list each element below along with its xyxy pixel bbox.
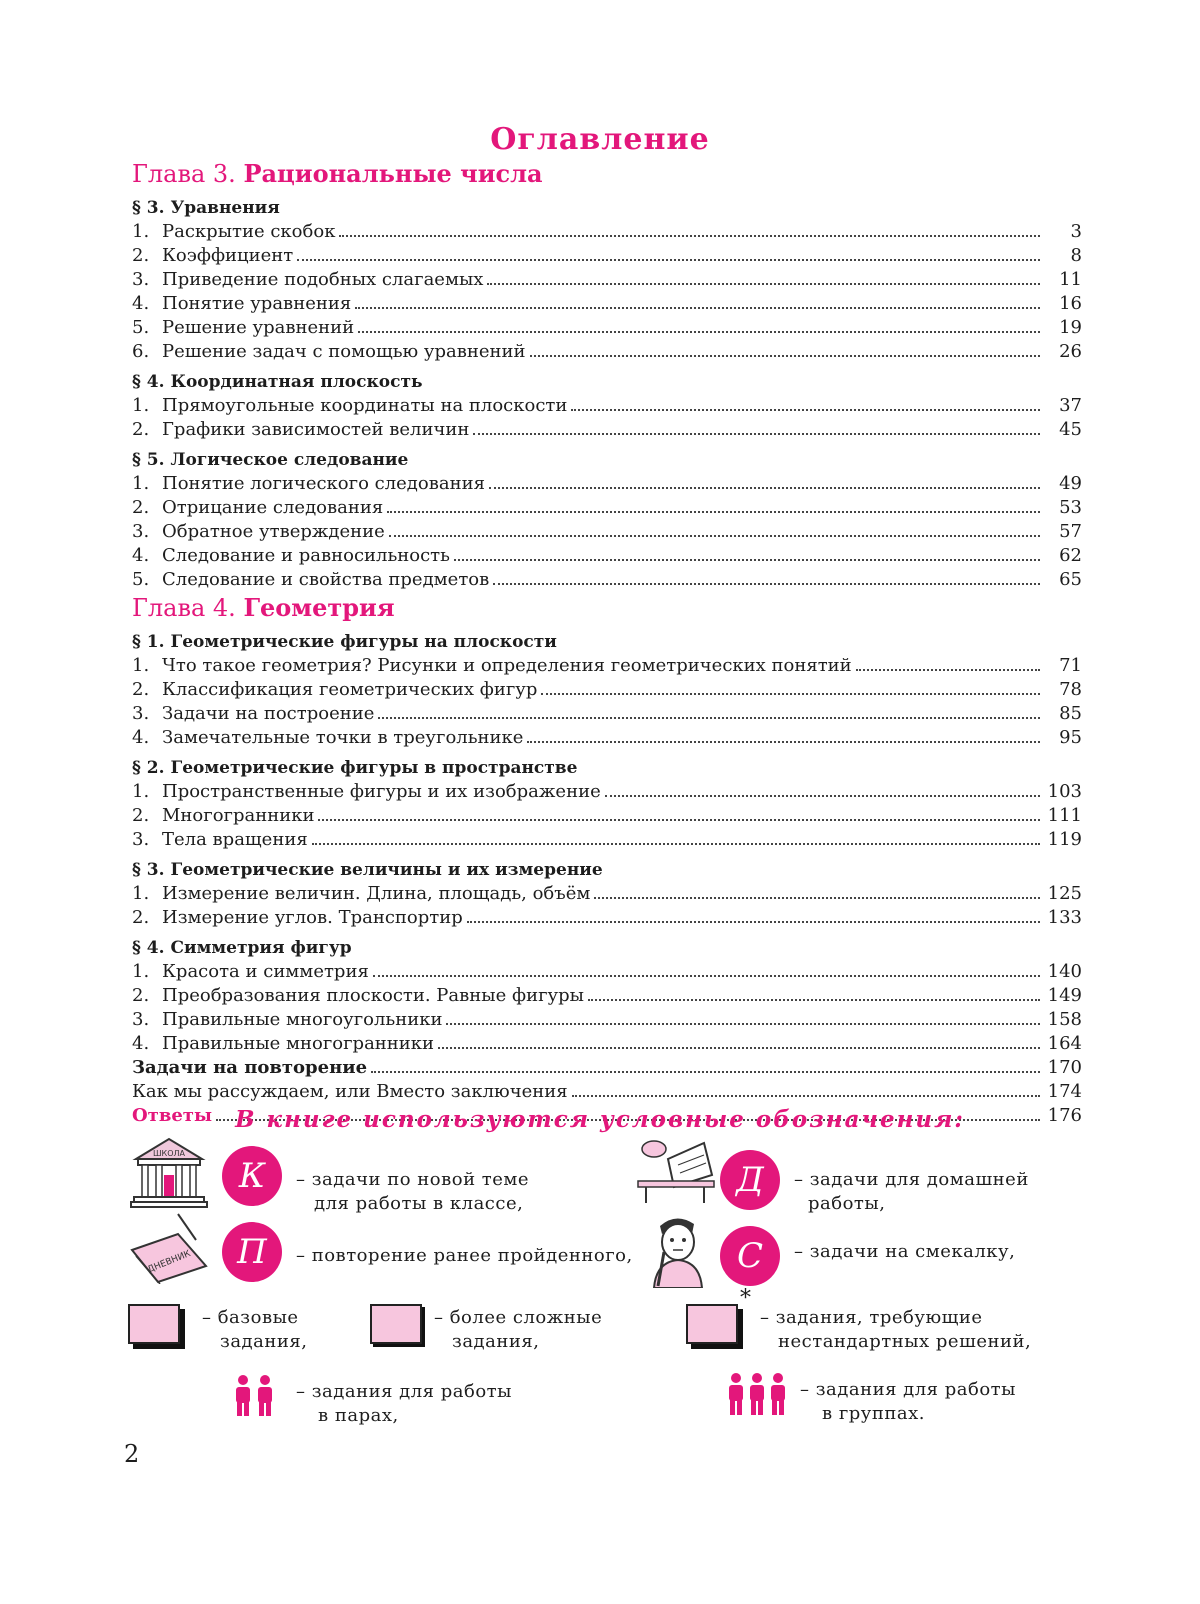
leader-dots — [594, 897, 1040, 899]
entry-title: Задачи на повторение — [132, 1057, 368, 1078]
entry-number: 1. — [132, 221, 150, 242]
chapter-label: Глава 3. — [132, 160, 236, 188]
groups-legend-text — [800, 1378, 1016, 1426]
thinking-boy-icon — [644, 1212, 710, 1288]
entry-title: Понятие уравнения — [162, 293, 352, 314]
leader-dots — [530, 355, 1040, 357]
entry-page: 85 — [1059, 703, 1082, 724]
toc-entry — [132, 418, 1082, 442]
leader-dots — [358, 331, 1040, 333]
entry-number: 2. — [132, 985, 150, 1006]
entry-page: 16 — [1059, 293, 1082, 314]
entry-number: 1. — [132, 473, 150, 494]
pairs-text-line-2: в парах, — [318, 1405, 399, 1426]
toc-entry — [132, 292, 1082, 316]
entry-title: Задачи на построение — [162, 703, 375, 724]
toc-entry — [132, 1008, 1082, 1032]
leader-dots — [339, 235, 1040, 237]
entry-number: 2. — [132, 679, 150, 700]
entry-title: Тела вращения — [162, 829, 308, 850]
s-legend-text: – задачи на смекалку, — [794, 1241, 1016, 1262]
entry-page: 19 — [1059, 317, 1082, 338]
entry-title: Пространственные фигуры и их изображение — [162, 781, 601, 802]
leader-dots — [473, 433, 1040, 435]
table-of-contents — [132, 158, 1082, 1128]
homework-desk-icon — [634, 1135, 718, 1205]
entry-title: Решение уравнений — [162, 317, 355, 338]
entry-page: 71 — [1059, 655, 1082, 676]
entry-page: 149 — [1047, 985, 1082, 1006]
entry-number: 4. — [132, 545, 150, 566]
entry-page: 62 — [1059, 545, 1082, 566]
entry-number: 2. — [132, 497, 150, 518]
page-title: Оглавление — [490, 122, 710, 157]
entry-title: Прямоугольные координаты на плоскости — [162, 395, 568, 416]
k-circle-icon: К — [222, 1146, 282, 1206]
leader-dots — [493, 583, 1040, 585]
entry-number: 6. — [132, 341, 150, 362]
k-legend-text — [296, 1168, 529, 1216]
entry-number: 1. — [132, 961, 150, 982]
toc-entry — [132, 654, 1082, 678]
entry-title: Следование и свойства предметов — [162, 569, 490, 590]
leader-dots — [571, 409, 1040, 411]
entry-page: 3 — [1070, 221, 1082, 242]
school-building-icon — [130, 1135, 208, 1209]
toc-entry — [132, 1032, 1082, 1056]
star-mark: * — [740, 1286, 751, 1311]
toc-entry — [132, 804, 1082, 828]
entry-page: 176 — [1047, 1105, 1082, 1126]
leader-dots — [527, 741, 1040, 743]
leader-dots — [489, 487, 1040, 489]
basic-task-box-icon — [128, 1304, 180, 1344]
groups-text-line-1: – задания для работы — [800, 1379, 1016, 1400]
entry-title: Обратное утверждение — [162, 521, 385, 542]
toc-entry — [132, 678, 1082, 702]
entry-page: 49 — [1059, 473, 1082, 494]
basic-legend-text — [202, 1306, 307, 1354]
entry-number: 2. — [132, 805, 150, 826]
entry-number: 3. — [132, 1009, 150, 1030]
entry-page: 45 — [1059, 419, 1082, 440]
p-circle-icon: П — [222, 1222, 282, 1282]
entry-number: 1. — [132, 655, 150, 676]
p-legend-text: – повторение ранее пройденного, — [296, 1245, 633, 1266]
leader-dots — [355, 307, 1040, 309]
entry-page: 37 — [1059, 395, 1082, 416]
legend-title: В книге используются условные обозначения: — [235, 1106, 965, 1133]
entry-number: 1. — [132, 883, 150, 904]
pairs-legend-text — [296, 1380, 512, 1428]
toc-entry — [132, 496, 1082, 520]
entry-page: 119 — [1047, 829, 1082, 850]
leader-dots — [378, 717, 1040, 719]
section-heading: § 5. Логическое следование — [132, 450, 409, 470]
entry-page: 78 — [1059, 679, 1082, 700]
entry-page: 26 — [1059, 341, 1082, 362]
toc-entry — [132, 960, 1082, 984]
entry-page: 65 — [1059, 569, 1082, 590]
entry-number: 2. — [132, 419, 150, 440]
entry-number: 5. — [132, 317, 150, 338]
nonstandard-legend-text — [760, 1306, 1031, 1354]
chapter-label: Глава 4. — [132, 594, 236, 622]
leader-dots — [446, 1023, 1040, 1025]
diary-book-icon — [126, 1210, 210, 1284]
school-sign-text: ШКОЛА — [152, 1149, 186, 1158]
entry-title: Преобразования плоскости. Равные фигуры — [162, 985, 584, 1006]
nonstd-text-line-1: – задания, требующие — [760, 1307, 983, 1328]
k-text-line-1: – задачи по новой теме — [296, 1169, 530, 1190]
entry-number: 3. — [132, 521, 150, 542]
toc-entry — [132, 268, 1082, 292]
pairs-text-line-1: – задания для работы — [296, 1381, 512, 1402]
toc-entry — [132, 220, 1082, 244]
entry-title: Многогранники — [162, 805, 315, 826]
harder-task-box-icon — [370, 1304, 422, 1344]
d-text-line-1: – задачи для домашней — [794, 1169, 1029, 1190]
page-number: 2 — [124, 1440, 140, 1468]
section-heading: § 4. Координатная плоскость — [132, 372, 423, 392]
leader-dots — [588, 999, 1040, 1001]
k-text-line-2: для работы в классе, — [314, 1193, 524, 1214]
leader-dots — [605, 795, 1040, 797]
leader-dots — [438, 1047, 1040, 1049]
section-heading: § 2. Геометрические фигуры в пространстве — [132, 758, 578, 778]
entry-title: Что такое геометрия? Рисунки и определения геометрических понятий — [162, 655, 852, 676]
basic-text-line-1: – базовые — [202, 1307, 299, 1328]
entry-number: 4. — [132, 293, 150, 314]
diary-label-text: ДНЕВНИК — [146, 1248, 193, 1276]
d-circle-icon: Д — [720, 1150, 780, 1210]
entry-number: 4. — [132, 1033, 150, 1054]
entry-page: 140 — [1047, 961, 1082, 982]
entry-title: Отрицание следования — [162, 497, 384, 518]
entry-page: 53 — [1059, 497, 1082, 518]
leader-dots — [297, 259, 1040, 261]
groups-text-line-2: в группах. — [822, 1403, 925, 1424]
entry-title: Раскрытие скобок — [162, 221, 336, 242]
entry-title: Следование и равносильность — [162, 545, 450, 566]
entry-title: Ответы — [132, 1105, 212, 1126]
entry-number: 3. — [132, 703, 150, 724]
entry-page: 125 — [1047, 883, 1082, 904]
entry-title: Правильные многоугольники — [162, 1009, 443, 1030]
entry-number: 2. — [132, 245, 150, 266]
leader-dots — [467, 921, 1040, 923]
entry-number: 1. — [132, 781, 150, 802]
entry-number: 2. — [132, 907, 150, 928]
toc-entry — [132, 568, 1082, 592]
d-legend-text — [794, 1168, 1029, 1216]
s-circle-icon: С — [720, 1226, 780, 1286]
section-heading: § 3. Геометрические величины и их измерение — [132, 860, 603, 880]
entry-page: 95 — [1059, 727, 1082, 748]
toc-entry — [132, 1056, 1082, 1080]
entry-title: Замечательные точки в треугольнике — [162, 727, 524, 748]
toc-entry — [132, 520, 1082, 544]
chapter-heading — [132, 158, 1082, 190]
section-heading: § 4. Симметрия фигур — [132, 938, 352, 958]
nonstd-text-line-2: нестандартных решений, — [778, 1331, 1032, 1352]
toc-entry — [132, 1080, 1082, 1104]
toc-entry — [132, 780, 1082, 804]
entry-title: Решение задач с помощью уравнений — [162, 341, 526, 362]
entry-number: 3. — [132, 269, 150, 290]
toc-entry — [132, 726, 1082, 750]
pair-people-icon — [232, 1374, 276, 1418]
toc-entry — [132, 394, 1082, 418]
chapter-heading — [132, 592, 1082, 624]
entry-title: Классификация геометрических фигур — [162, 679, 538, 700]
entry-title: Правильные многогранники — [162, 1033, 435, 1054]
entry-title: Приведение подобных слагаемых — [162, 269, 484, 290]
d-text-line-2: работы, — [808, 1193, 886, 1214]
entry-title: Измерение величин. Длина, площадь, объём — [162, 883, 591, 904]
toc-entry — [132, 340, 1082, 364]
leader-dots — [387, 511, 1040, 513]
entry-number: 3. — [132, 829, 150, 850]
entry-number: 1. — [132, 395, 150, 416]
leader-dots — [371, 1071, 1040, 1073]
entry-page: 174 — [1047, 1081, 1082, 1102]
toc-entry — [132, 244, 1082, 268]
entry-title: Графики зависимостей величин — [162, 419, 470, 440]
entry-page: 164 — [1047, 1033, 1082, 1054]
nonstandard-task-box-icon — [686, 1304, 738, 1344]
entry-page: 103 — [1047, 781, 1082, 802]
basic-text-line-2: задания, — [220, 1331, 308, 1352]
entry-page: 133 — [1047, 907, 1082, 928]
entry-page: 111 — [1047, 805, 1082, 826]
leader-dots — [318, 819, 1040, 821]
toc-entry — [132, 472, 1082, 496]
harder-legend-text — [434, 1306, 602, 1354]
entry-title: Коэффициент — [162, 245, 294, 266]
section-heading: § 1. Геометрические фигуры на плоскости — [132, 632, 557, 652]
toc-entry — [132, 882, 1082, 906]
entry-number: 4. — [132, 727, 150, 748]
entry-page: 158 — [1047, 1009, 1082, 1030]
entry-title: Измерение углов. Транспортир — [162, 907, 463, 928]
leader-dots — [572, 1095, 1040, 1097]
chapter-title: Геометрия — [243, 593, 395, 622]
section-heading: § 3. Уравнения — [132, 198, 280, 218]
entry-page: 57 — [1059, 521, 1082, 542]
leader-dots — [856, 669, 1040, 671]
entry-title: Понятие логического следования — [162, 473, 485, 494]
harder-text-line-2: задания, — [452, 1331, 540, 1352]
entry-page: 11 — [1059, 269, 1082, 290]
entry-title: Красота и симметрия — [162, 961, 369, 982]
toc-entry — [132, 984, 1082, 1008]
toc-entry — [132, 702, 1082, 726]
toc-entry — [132, 544, 1082, 568]
toc-entry — [132, 828, 1082, 852]
leader-dots — [454, 559, 1040, 561]
harder-text-line-1: – более сложные — [434, 1307, 603, 1328]
entry-number: 5. — [132, 569, 150, 590]
entry-title: Как мы рассуждаем, или Вместо заключения — [132, 1081, 568, 1102]
toc-entry — [132, 316, 1082, 340]
leader-dots — [312, 843, 1040, 845]
leader-dots — [373, 975, 1040, 977]
chapter-title: Рациональные числа — [243, 159, 543, 188]
entry-page: 8 — [1070, 245, 1082, 266]
leader-dots — [541, 693, 1040, 695]
leader-dots — [487, 283, 1040, 285]
entry-page: 170 — [1047, 1057, 1082, 1078]
toc-entry — [132, 906, 1082, 930]
leader-dots — [389, 535, 1040, 537]
group-people-icon — [726, 1372, 788, 1418]
